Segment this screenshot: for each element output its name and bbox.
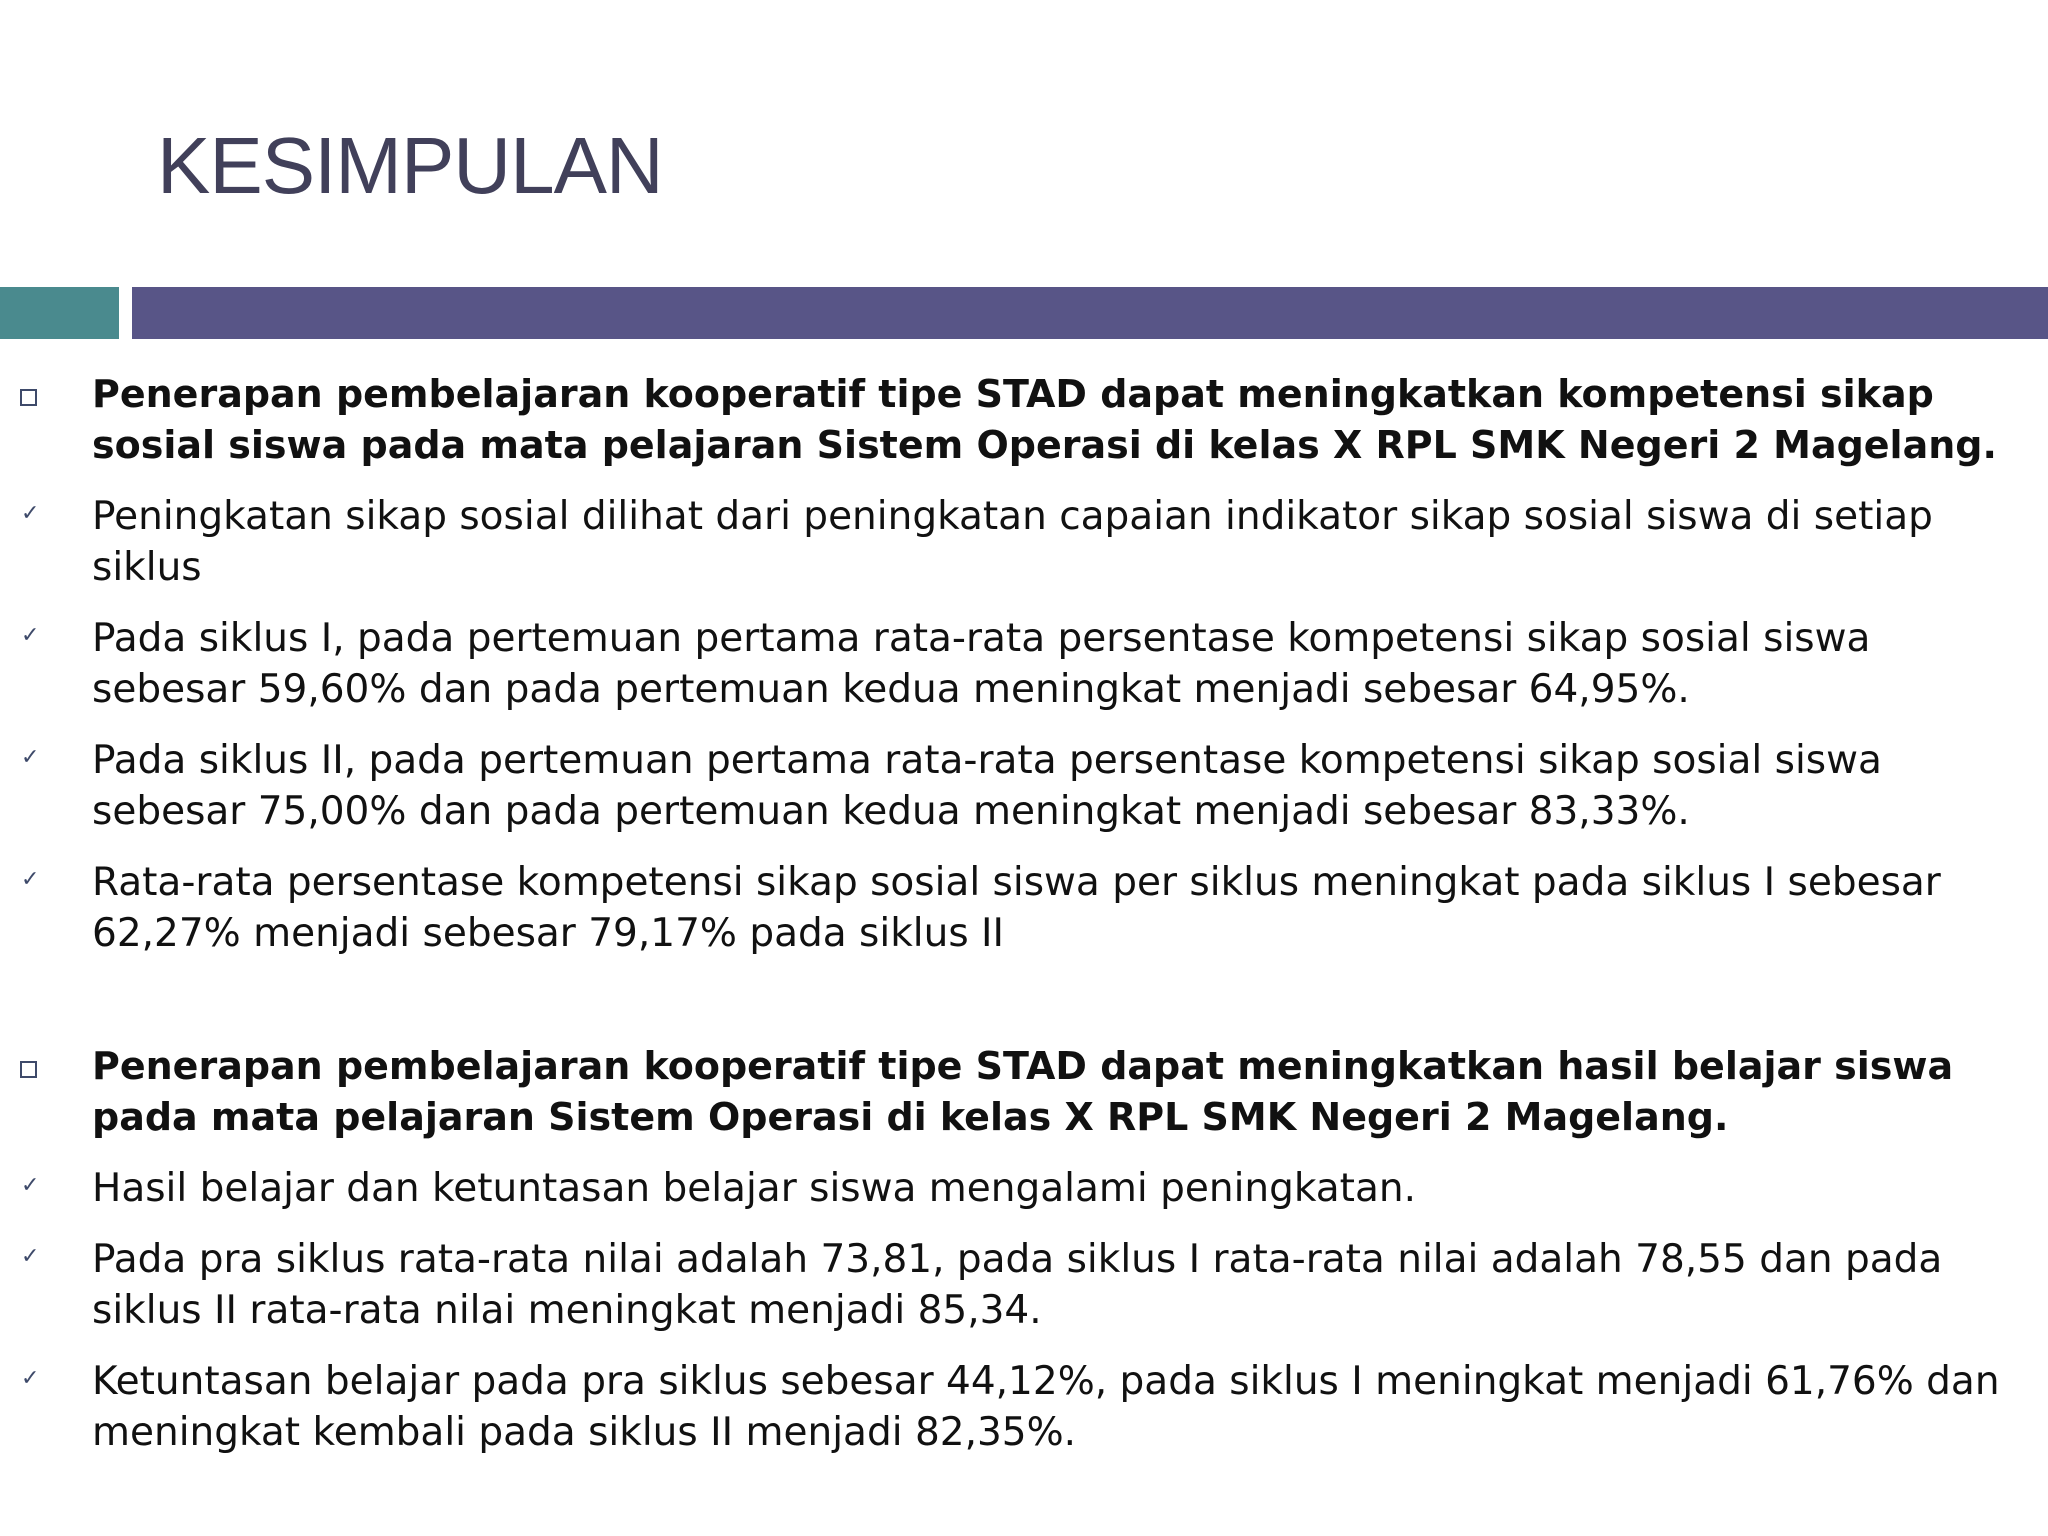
section-heading-text: Penerapan pembelajaran kooperatif tipe STAD dapat meningkatkan kompetensi sikap sosial siswa pada mata pelajaran Sistem Operasi di kelas X RPL SMK Negeri 2 Magelang.: [92, 372, 1997, 467]
list-item-text: Pada siklus II, pada pertemuan pertama rata-rata persentase kompetensi sikap sosial siswa sebesar 75,00% dan pada pertemuan kedua meningkat menjadi sebesar 83,33%.: [92, 738, 1882, 834]
list-item: [0, 735, 2048, 837]
slide-content: [0, 369, 2048, 1478]
checkmark-bullet-icon: ✓: [21, 745, 40, 770]
section-heading-text: Penerapan pembelajaran kooperatif tipe STAD dapat meningkatkan hasil belajar siswa pada mata pelajaran Sistem Operasi di kelas X RPL SMK Negeri 2 Magelang.: [92, 1044, 1954, 1139]
list-item-text: Pada siklus I, pada pertemuan pertama rata-rata persentase kompetensi sikap sosial siswa sebesar 59,60% dan pada pertemuan kedua meningkat menjadi sebesar 64,95%.: [92, 616, 1871, 712]
list-item: [0, 1356, 2048, 1458]
header-accent-bar-teal: [0, 287, 119, 339]
checkmark-bullet-icon: ✓: [21, 1173, 40, 1198]
list-item: [0, 491, 2048, 593]
list-item-text: Hasil belajar dan ketuntasan belajar siswa mengalami peningkatan.: [92, 1166, 1416, 1211]
checkmark-bullet-icon: ✓: [21, 623, 40, 648]
list-item-text: Peningkatan sikap sosial dilihat dari peningkatan capaian indikator sikap sosial siswa di setiap siklus: [92, 494, 1933, 590]
list-item: [0, 857, 2048, 959]
list-item: [0, 613, 2048, 715]
section-heading: [0, 1041, 2048, 1143]
checkmark-bullet-icon: ✓: [21, 1244, 40, 1269]
header-accent-bar-purple: [132, 287, 2048, 339]
checkmark-bullet-icon: ✓: [21, 1366, 40, 1391]
checkmark-bullet-icon: ✓: [21, 867, 40, 892]
square-bullet-icon: [20, 1061, 37, 1078]
list-item-text: Pada pra siklus rata-rata nilai adalah 73,81, pada siklus I rata-rata nilai adalah 78,55 dan pada siklus II rata-rata nilai meningkat menjadi 85,34.: [92, 1237, 1943, 1333]
section-heading: [0, 369, 2048, 471]
list-item: [0, 1234, 2048, 1336]
list-item-text: Rata-rata persentase kompetensi sikap sosial siswa per siklus meningkat pada siklus I sebesar 62,27% menjadi sebesar 79,17% pada siklus II: [92, 860, 1941, 956]
slide-title: KESIMPULAN: [157, 121, 663, 210]
square-bullet-icon: [20, 389, 37, 406]
list-item: [0, 1163, 2048, 1214]
section-spacer: [0, 979, 2048, 1041]
checkmark-bullet-icon: ✓: [21, 501, 40, 526]
list-item-text: Ketuntasan belajar pada pra siklus sebesar 44,12%, pada siklus I meningkat menjadi 61,76% dan meningkat kembali pada siklus II menjadi 82,35%.: [92, 1359, 2000, 1455]
